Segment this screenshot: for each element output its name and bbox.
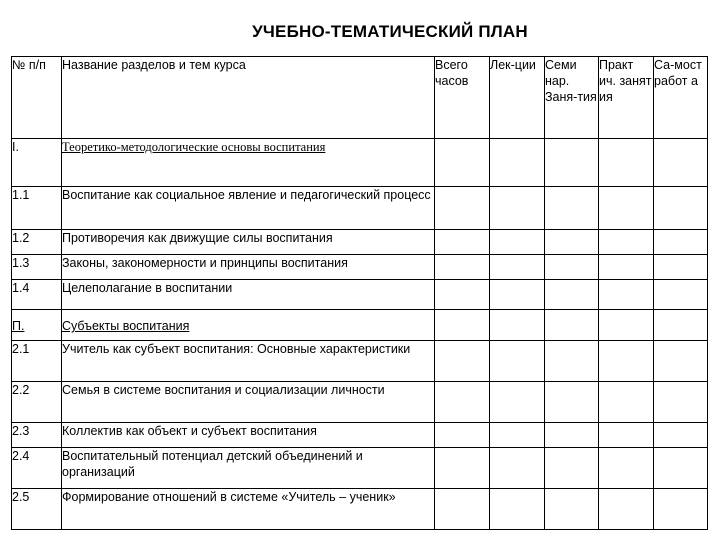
row-name: Противоречия как движущие силы воспитания (62, 230, 435, 255)
row-num: 1.4 (12, 280, 62, 310)
table-row (12, 310, 708, 341)
header-seminars: Семи нар. Заня-тия (545, 57, 599, 139)
row-num: 1.2 (12, 230, 62, 255)
row-name: Коллектив как объект и субъект воспитания (62, 423, 435, 448)
row-num: 2.1 (12, 341, 62, 382)
table-row (12, 139, 708, 187)
row-num: П. (12, 310, 62, 341)
row-name: Воспитание как социальное явление и педагогический процесс (62, 187, 435, 230)
row-name: Субъекты воспитания (62, 310, 435, 341)
table-row (12, 255, 708, 280)
table-row (12, 280, 708, 310)
header-name: Название разделов и тем курса (62, 57, 435, 139)
table-row (12, 489, 708, 530)
study-plan-table (11, 56, 708, 530)
row-num: 2.4 (12, 448, 62, 489)
row-name: Воспитательный потенциал детский объединений и организаций (62, 448, 435, 489)
row-name: Целеполагание в воспитании (62, 280, 435, 310)
page-title: УЧЕБНО-ТЕМАТИЧЕСКИЙ ПЛАН (252, 22, 528, 41)
header-selfwork: Са-мост работ а (654, 57, 708, 139)
table-row (12, 423, 708, 448)
table-row (12, 448, 708, 489)
table-row (12, 341, 708, 382)
header-total: Всего часов (435, 57, 490, 139)
row-name: Теоретико-методологические основы воспитания (62, 139, 435, 187)
row-num: 2.3 (12, 423, 62, 448)
row-name: Семья в системе воспитания и социализации личности (62, 382, 435, 423)
table-header-row (12, 57, 708, 139)
row-num: 2.2 (12, 382, 62, 423)
row-name: Законы, закономерности и принципы воспитания (62, 255, 435, 280)
row-num: 2.5 (12, 489, 62, 530)
header-lectures: Лек-ции (490, 57, 545, 139)
row-num: I. (12, 139, 62, 187)
table-row (12, 382, 708, 423)
row-num: 1.1 (12, 187, 62, 230)
header-num: № п/п (12, 57, 62, 139)
row-name: Формирование отношений в системе «Учитель – ученик» (62, 489, 435, 530)
row-name: Учитель как субъект воспитания: Основные характеристики (62, 341, 435, 382)
header-practical: Практ ич. занят ия (599, 57, 654, 139)
row-num: 1.3 (12, 255, 62, 280)
table-row (12, 187, 708, 230)
table-row (12, 230, 708, 255)
